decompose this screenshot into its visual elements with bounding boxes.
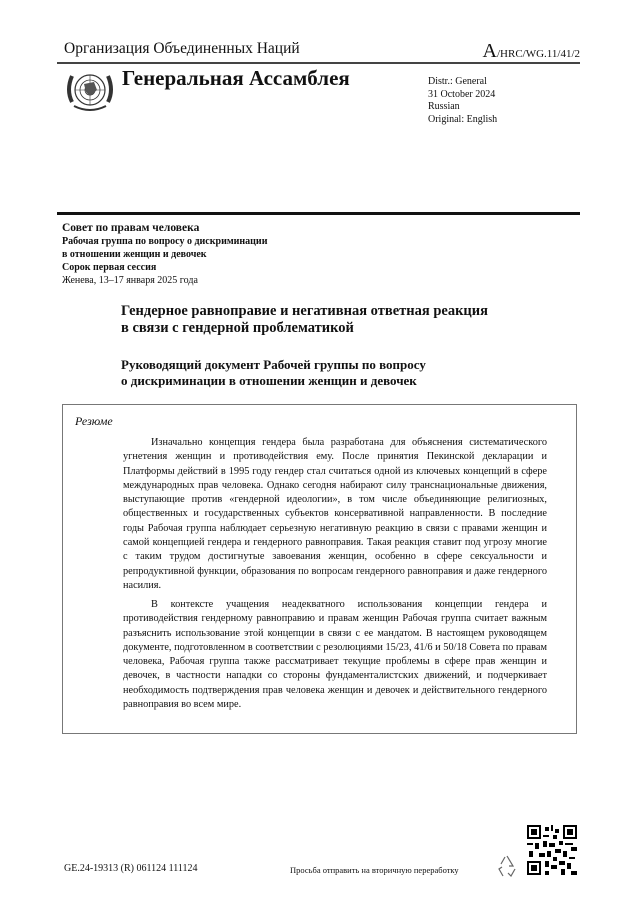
working-group-line1: Рабочая группа по вопросу о дискриминации bbox=[62, 236, 268, 247]
session: Сорок первая сессия bbox=[62, 262, 157, 273]
summary-paragraph: В контексте учащения неадекватного использования концепции гендера и противодействия гендерному равноправию и правам женщин Рабочая группа считает важным разъяснить использование этой концепции в связи с ее мандатом. В настоящем руководящем документе, подготовленном в соответствии с резолюциями 15/23, 41/6 и 50/18 Совета по правам человека, Рабочая группа также рассматривает текущие проблемы в сфере прав женщин и девочек, в частности нападки со стороны фундаменталистских движений, и подчеркивает необходимость подтверждения прав человека женщин и девочек и действительного гендерного равноправия во всем мире. bbox=[123, 599, 547, 711]
subtitle-line: Руководящий документ Рабочей группы по вопросу bbox=[121, 357, 426, 372]
original-language-line: Original: English bbox=[428, 113, 498, 125]
un-emblem-icon bbox=[64, 64, 116, 116]
header-rule bbox=[57, 62, 580, 64]
summary-paragraph: Изначально концепция гендера была разработана для объяснения систематического угнетения женщин и противодействия ему. После принятия Пекинской декларации и Платформы действий в 1995 году гендер стал считаться одной из ключевых концепций в сфере международных прав человека. Однако сегодня набирают силу транснациональные движения, выступающие против «гендерной идеологии», в том числе объединяющие религиозных, общественных и государственных субъектов консервативной направленности. В последние годы Рабочая группа наблюдает серьезную негативную реакцию в связи с правами женщин и самой концепцией гендера и гендерного равноправия. Такая реакция ставит под угрозу многие с таким трудом достигнутые завоевания женщин, особенно в сфере сексуальности и репродуктивной функции, образования по вопросам гендерного равноправия и даже гендерного насилия. bbox=[123, 437, 547, 591]
organization-name: Организация Объединенных Наций bbox=[64, 40, 300, 57]
qr-code-icon bbox=[527, 825, 577, 875]
date-line: 31 October 2024 bbox=[428, 88, 496, 100]
symbol-prefix: A bbox=[482, 40, 497, 62]
recycle-icon bbox=[495, 853, 519, 879]
council-block bbox=[62, 222, 267, 287]
symbol-rest: /HRC/WG.11/41/2 bbox=[496, 48, 580, 60]
job-code: GE.24-19313 (R) 061124 111124 bbox=[64, 863, 198, 874]
working-group-line2: в отношении женщин и девочек bbox=[62, 249, 207, 260]
document-subtitle bbox=[121, 357, 426, 389]
council-name: Совет по правам человека bbox=[62, 222, 200, 234]
section-rule bbox=[57, 212, 580, 215]
body-title: Генеральная Ассамблея bbox=[122, 66, 350, 90]
distribution-info bbox=[428, 76, 497, 126]
recycle-text: Просьба отправить на вторичную переработку bbox=[290, 865, 459, 875]
language-line: Russian bbox=[428, 101, 460, 113]
document-title bbox=[121, 303, 488, 337]
document-symbol bbox=[483, 40, 580, 63]
subtitle-line: о дискриминации в отношении женщин и девочек bbox=[121, 373, 417, 388]
title-line: в связи с гендерной проблематикой bbox=[121, 320, 354, 336]
summary-label: Резюме bbox=[75, 414, 113, 428]
distribution-line: Distr.: General bbox=[428, 76, 487, 87]
place-date: Женева, 13–17 января 2025 года bbox=[62, 275, 198, 286]
title-line: Гендерное равноправие и негативная ответная реакция bbox=[121, 303, 488, 319]
